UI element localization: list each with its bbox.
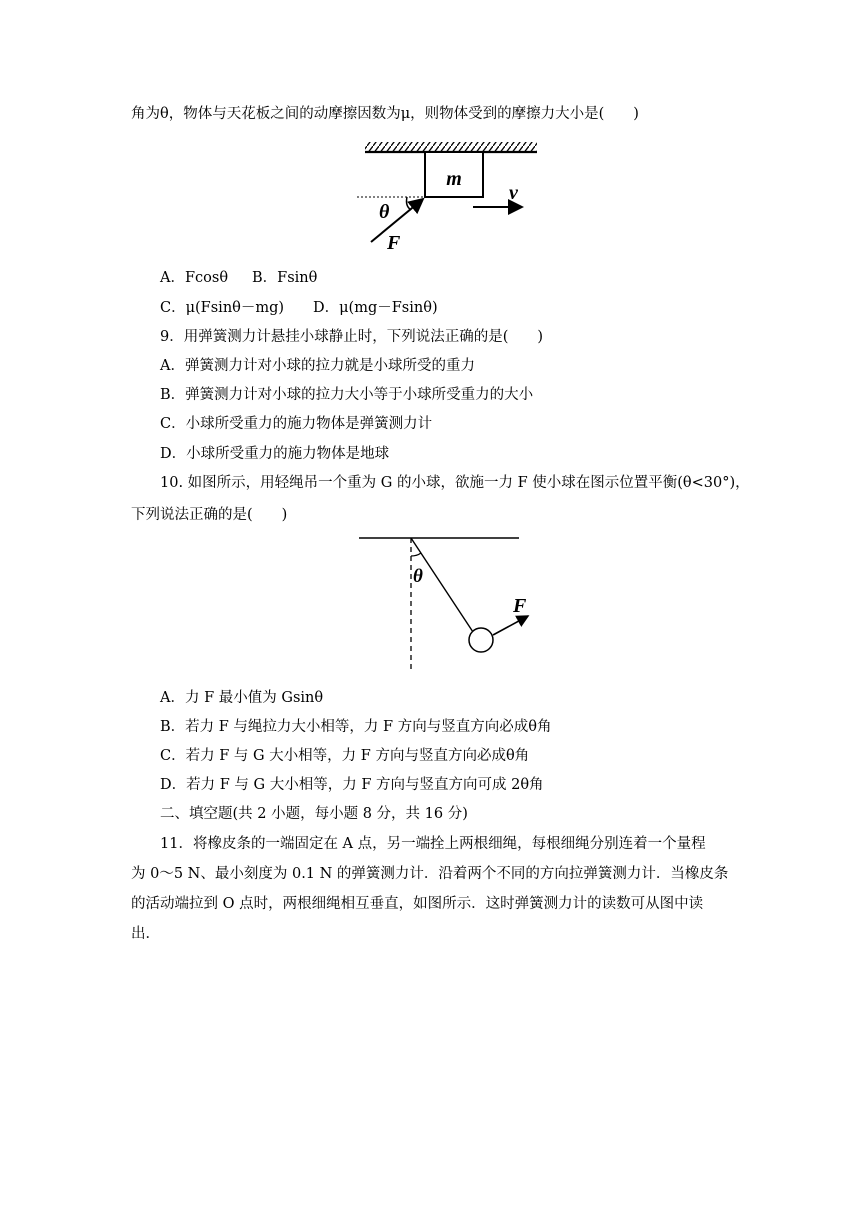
q9-option-c: C．小球所受重力的施力物体是弹簧测力计 — [160, 416, 433, 432]
q9-option-d: D．小球所受重力的施力物体是地球 — [160, 446, 390, 462]
q9-option-b: B．弹簧测力计对小球的拉力大小等于小球所受重力的大小 — [160, 387, 534, 403]
q8-option-d: D．μ(mg－Fsinθ) — [313, 300, 438, 316]
mass-label: m — [446, 168, 462, 190]
q11-line2: 为 0～5 N、最小刻度为 0.1 N 的弹簧测力计．沿着两个不同的方向拉弹簧测力计．当橡皮条 — [131, 866, 729, 882]
q9-stem: 9．用弹簧测力计悬挂小球静止时，下列说法正确的是( ) — [160, 329, 544, 345]
q10-option-a: A．力 F 最小值为 Gsinθ — [160, 690, 324, 706]
q8-option-b: B．Fsinθ — [252, 270, 318, 286]
q10-figure — [355, 532, 530, 672]
angle-arc — [407, 197, 412, 210]
q9-option-a: A．弹簧测力计对小球的拉力就是小球所受的重力 — [160, 358, 475, 374]
section-2-header: 二、填空题(共 2 小题，每小题 8 分，共 16 分) — [160, 806, 468, 822]
force-label: F — [387, 232, 401, 254]
q11-line4: 出． — [131, 926, 160, 942]
q10-stem-line1: 10. 如图所示，用轻绳吊一个重为 G 的小球，欲施一力 F 使小球在图示位置平衡(θ<30°)， — [160, 475, 750, 491]
q8-stem-tail: 角为θ，物体与天花板之间的动摩擦因数为μ，则物体受到的摩擦力大小是( ) — [131, 106, 639, 122]
ceiling-hatch — [365, 142, 537, 152]
ball — [469, 628, 493, 652]
q10-option-b: B．若力 F 与绳拉力大小相等，力 F 方向与竖直方向必成θ角 — [160, 719, 552, 735]
force-arrow — [493, 616, 528, 635]
q10-option-c: C．若力 F 与 G 大小相等，力 F 方向与竖直方向必成θ角 — [160, 748, 530, 764]
q10-option-d: D．若力 F 与 G 大小相等，力 F 方向与竖直方向可成 2θ角 — [160, 777, 544, 793]
angle-label: θ — [413, 566, 423, 587]
q8-option-c: C．μ(Fsinθ－mg) — [160, 300, 285, 316]
angle-label: θ — [379, 201, 390, 223]
velocity-label: v — [509, 182, 518, 204]
force-label: F — [513, 595, 527, 617]
q8-option-a: A．Fcosθ — [160, 270, 229, 286]
q11-line3: 的活动端拉到 O 点时，两根细绳相互垂直，如图所示．这时弹簧测力计的读数可从图中读 — [131, 896, 704, 912]
angle-arc — [411, 553, 421, 556]
q10-stem-line2: 下列说法正确的是( ) — [131, 507, 288, 523]
q11-line1: 11．将橡皮条的一端固定在 A 点，另一端拴上两根细绳，每根细绳分别连着一个量程 — [160, 836, 706, 852]
q8-figure — [355, 138, 545, 256]
